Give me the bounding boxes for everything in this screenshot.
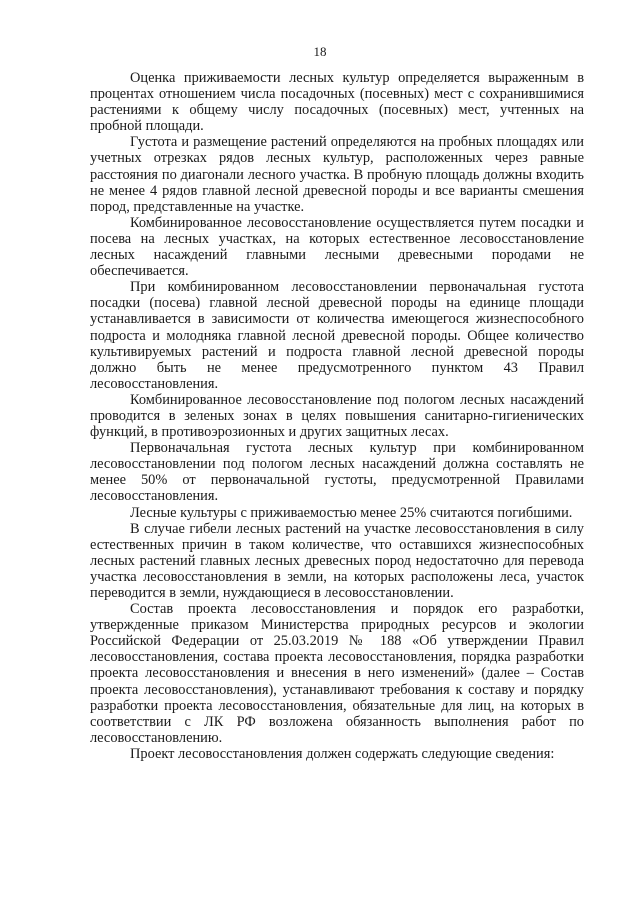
paragraph-under-canopy: Комбинированное лесовосстановление под пологом лесных насаждений проводится в зеленых зонах в целях повышения санитарно-гигиенических функций, в противоэрозионных и других защитных лесах. bbox=[90, 391, 584, 441]
paragraph-under-canopy-density: Первоначальная густота лесных культур при комбинированном лесовосстановлении под пологом лесных насаждений должна составлять не менее 50% от первоначальной густоты, предусмотренной Правилами лесовосстановления. bbox=[90, 440, 584, 505]
paragraph-project-contents: Проект лесовосстановления должен содержать следующие сведения: bbox=[130, 745, 555, 762]
paragraph-plant-death: В случае гибели лесных растений на участке лесовосстановления в силу естественных причин в таком количестве, что оставшихся жизнеспособных лесных растений главных лесных древесных пород недостаточно для перевода участка лесовосстановления в земли, на которых расположены леса, участок переводится в земли, нуждающиеся в лесовосстановлении. bbox=[90, 520, 584, 601]
paragraph-survival-rate: Оценка приживаемости лесных культур определяется выраженным в процентах отношением числа посадочных (посевных) мест с сохранившимися растениями к общему числу посадочных (посевных) мест, учтенных на пробной площади. bbox=[90, 70, 584, 135]
paragraph-density-placement: Густота и размещение растений определяются на пробных площадях или учетных отрезках рядов лесных культур, расположенных через равные расстояния по диагонали лесного участка. В пробную площадь должны входить не менее 4 рядов главной лесной древесной породы и все варианты смешения пород, представленные на участке. bbox=[90, 134, 584, 215]
paragraph-initial-density: При комбинированном лесовосстановлении первоначальная густота посадки (посева) главной лесной древесной породы на единице площади устанавливается в зависимости от количества имеющегося жизнеспособного подроста и молодняка главной лесной древесной породы. Общее количество культивируемых растений и подроста главной лесной древесной породы должно быть не менее предусмотренного пунктом 43 Правил лесовосстановления. bbox=[90, 279, 584, 392]
page-number: 18 bbox=[313, 44, 327, 59]
document-body bbox=[90, 70, 584, 762]
paragraph-combined-reforestation: Комбинированное лесовосстановление осуществляется путем посадки и посева на лесных участках, на которых естественное лесовосстановление лесных насаждений главными лесными древесными породами не обеспечивается. bbox=[90, 214, 584, 280]
paragraph-project-composition: Состав проекта лесовосстановления и порядок его разработки, утвержденные приказом Министерства природных ресурсов и экологии Российской Федерации от 25.03.2019 № 188 «Об утверждении Правил лесовосстановления, состава проекта лесовосстановления, порядка разработки проекта лесовосстановления и внесения в него изменений» (далее – Состав проекта лесовосстановления), устанавливают требования к составу и порядку разработки проекта лесовосстановления, обязательные для лиц, на которых в соответствии с ЛК РФ возложена обязанность выполнения работ по лесовосстановлению. bbox=[90, 601, 584, 746]
paragraph-dead-cultures: Лесные культуры с приживаемостью менее 25% считаются погибшими. bbox=[130, 504, 573, 521]
